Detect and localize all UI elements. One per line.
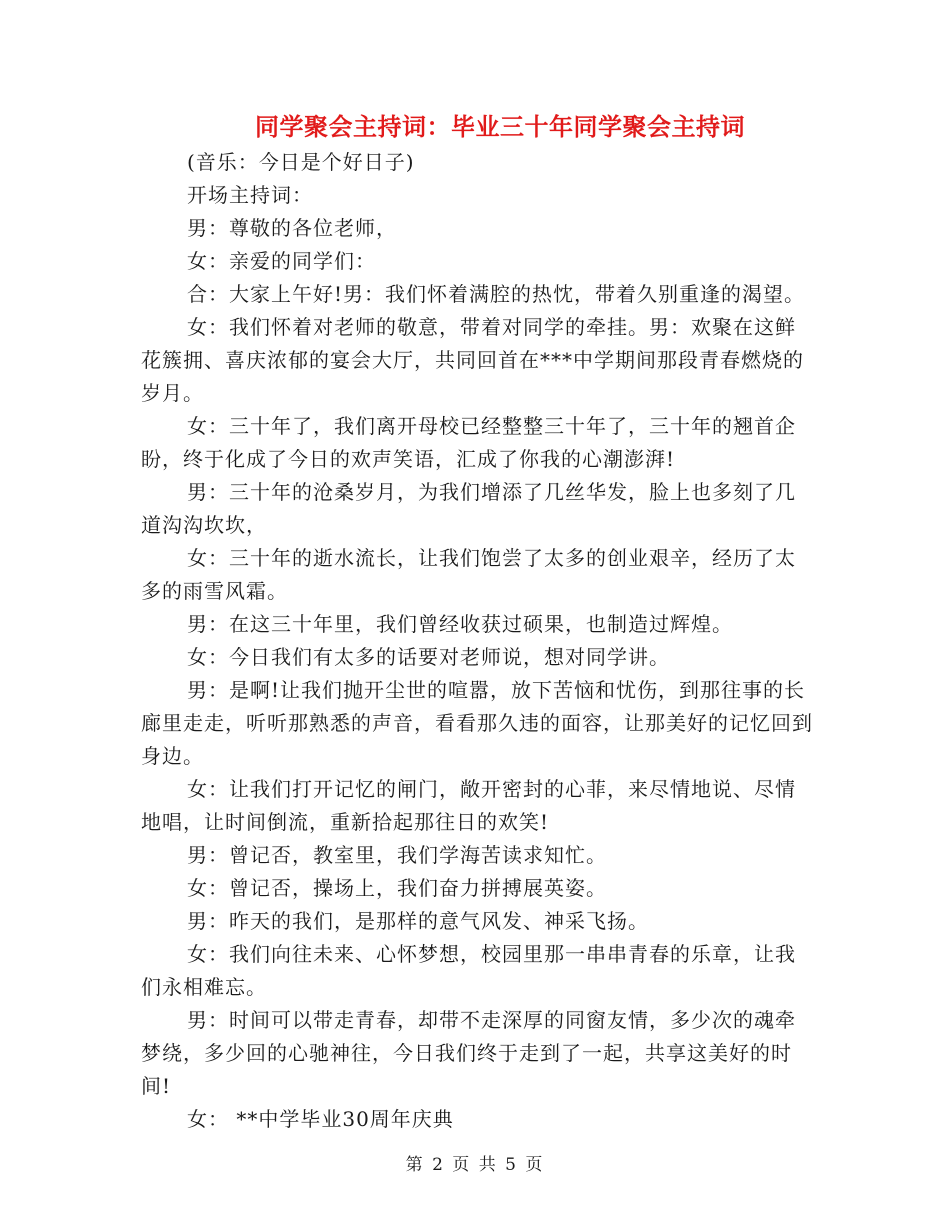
paragraph: 男：在这三十年里，我们曾经收获过硕果，也制造过辉煌。 [187,612,733,636]
paragraph: 男：是啊!让我们抛开尘世的喧嚣，放下苦恼和忧伤，到那往事的长廊里走走，听听那熟悉的声音，看看那久违的面容，让那美好的记忆回到身边。 [141,678,813,768]
paragraph: 女：今日我们有太多的话要对老师说，想对同学讲。 [187,645,670,669]
paragraph: 女：让我们打开记忆的闸门，敞开密封的心菲，来尽情地说、尽情地唱，让时间倒流，重新拾起那往日的欢笑! [141,777,796,834]
paragraph: 女：三十年了，我们离开母校已经整整三十年了，三十年的翘首企盼，终于化成了今日的欢声笑语，汇成了你我的心潮澎湃! [141,414,796,471]
paragraph: 男：曾记否，教室里，我们学海苦读求知忙。 [187,843,607,867]
paragraph: 开场主持词： [187,183,313,207]
paragraph: 女： **中学毕业30周年庆典 [187,1107,454,1131]
paragraph: 男：时间可以带走青春，却带不走深厚的同窗友情，多少次的魂牵梦绕，多少回的心驰神往，今日我们终于走到了一起，共享这美好的时间! [141,1008,796,1098]
document-body [141,146,813,1136]
paragraph: 女：我们向往未来、心怀梦想，校园里那一串串青春的乐章，让我们永相难忘。 [141,942,796,999]
paragraph: 合：大家上午好!男：我们怀着满腔的热忱，带着久别重逢的渴望。 [187,282,806,306]
paragraph: 女：曾记否，操场上，我们奋力拼搏展英姿。 [187,876,607,900]
page-number-footer: 第 2 页 共 5 页 [405,1155,545,1175]
paragraph: 男：三十年的沧桑岁月，为我们增添了几丝华发，脸上也多刻了几道沟沟坎坎， [141,480,796,537]
paragraph: 女：亲爱的同学们： [187,249,376,273]
paragraph: 男：昨天的我们，是那样的意气风发、神采飞扬。 [187,909,649,933]
paragraph: 男：尊敬的各位老师， [187,216,397,240]
paragraph: 女：我们怀着对老师的敬意，带着对同学的牵挂。男：欢聚在这鲜花簇拥、喜庆浓郁的宴会大厅，共同回首在***中学期间那段青春燃烧的岁月。 [141,315,804,405]
paragraph: 女：三十年的逝水流长，让我们饱尝了太多的创业艰辛，经历了太多的雨雪风霜。 [141,546,796,603]
paragraph: (音乐：今日是个好日子) [187,150,415,174]
document-title: 同学聚会主持词：毕业三十年同学聚会主持词 [255,113,745,141]
